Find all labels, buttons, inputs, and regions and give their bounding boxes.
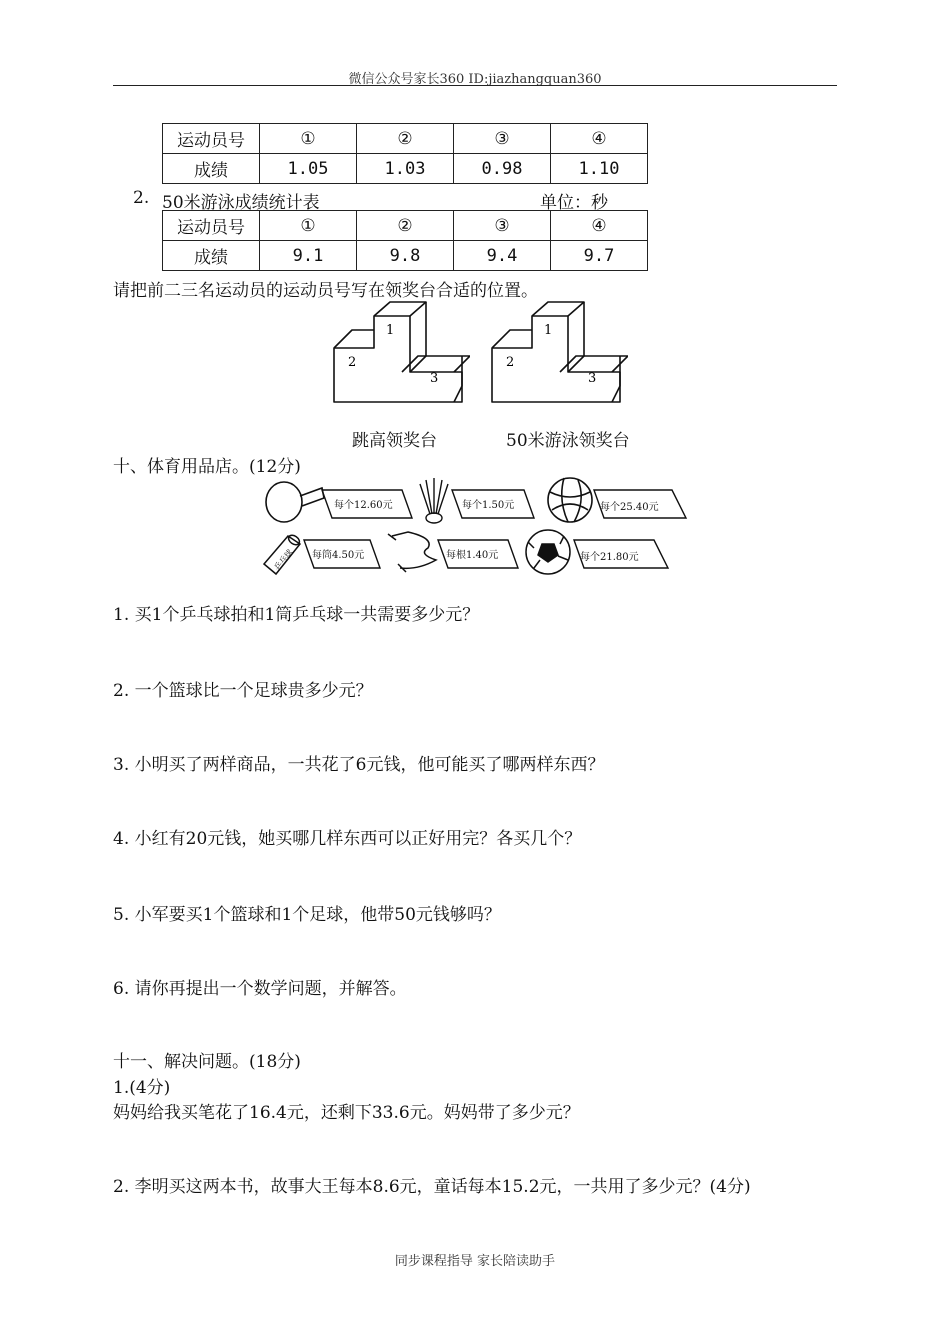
score-cell: 9.4	[454, 241, 551, 271]
price-label: 每个1.50元	[462, 500, 515, 511]
podium-place-label: 2	[348, 355, 357, 370]
podium-caption: 50米游泳领奖台	[506, 431, 630, 451]
section-title: 十、体育用品店。(12分)	[113, 457, 301, 477]
score-cell: 9.7	[551, 241, 648, 271]
athlete-number-cell: ④	[551, 211, 648, 241]
score-cell: 1.05	[260, 154, 357, 184]
podium-place-label: 2	[506, 355, 515, 370]
table-header-cell: 运动员号	[163, 124, 260, 154]
podium-place-label: 3	[588, 371, 597, 386]
athlete-number-cell: ③	[454, 211, 551, 241]
jump-rope-icon	[388, 532, 436, 572]
price-label: 每个25.40元	[600, 502, 659, 513]
score-cell: 9.8	[357, 241, 454, 271]
score-cell: 9.1	[260, 241, 357, 271]
score-cell: 0.98	[454, 154, 551, 184]
score-cell: 1.03	[357, 154, 454, 184]
athlete-number-cell: ①	[260, 211, 357, 241]
podium-place-label: 1	[386, 323, 395, 338]
question-item: 1. 买1个乒乓球拍和1筒乒乓球一共需要多少元？	[113, 605, 480, 625]
athlete-number-cell: ①	[260, 124, 357, 154]
score-cell: 1.10	[551, 154, 648, 184]
shuttlecock-icon	[420, 478, 448, 523]
podium-caption: 跳高领奖台	[352, 431, 437, 451]
price-label: 每个12.60元	[334, 500, 393, 511]
price-tag	[322, 490, 412, 518]
products-row-1	[262, 472, 692, 528]
question-item: 5. 小军要买1个篮球和1个足球，他带50元钱够吗？	[113, 905, 501, 925]
table-row	[163, 211, 648, 241]
price-label: 每筒4.50元	[312, 550, 365, 561]
ping-pong-paddle-icon	[266, 482, 324, 522]
athlete-number-cell: ③	[454, 124, 551, 154]
page-footer: 同步课程指导 家长陪读助手	[394, 1254, 556, 1269]
question-item: 妈妈给我买笔花了16.4元，还剩下33.6元。妈妈带了多少元？	[113, 1103, 580, 1123]
tube-label: 乒乓球	[272, 547, 295, 573]
price-label: 每根1.40元	[446, 550, 499, 561]
podium-place-label: 3	[430, 371, 439, 386]
soccer-ball-icon	[526, 530, 570, 574]
price-label: 每个21.80元	[580, 552, 639, 563]
question-item: 2. 一个篮球比一个足球贵多少元？	[113, 681, 373, 701]
table-row-label: 成绩	[163, 154, 260, 184]
header-rule	[113, 85, 837, 86]
ball-tube-icon	[264, 533, 301, 574]
table-unit: 单位：秒	[540, 193, 608, 213]
page-header: 微信公众号家长360 ID:jiazhangquan360	[348, 72, 602, 87]
question-item: 6. 请你再提出一个数学问题，并解答。	[113, 979, 407, 999]
question-item: 3. 小明买了两样商品，一共花了6元钱，他可能买了哪两样东西？	[113, 755, 605, 775]
swimming-score-table	[162, 210, 648, 271]
table-title: 50米游泳成绩统计表	[162, 193, 320, 213]
question-number: 2.	[133, 188, 150, 208]
athlete-number-cell: ②	[357, 124, 454, 154]
swimming-podium	[488, 300, 628, 408]
high-jump-score-table	[162, 123, 648, 184]
basketball-icon	[548, 478, 592, 522]
products-row-2	[258, 524, 678, 580]
podium-place-label: 1	[544, 323, 553, 338]
table-row	[163, 241, 648, 271]
table-row	[163, 154, 648, 184]
price-tag	[452, 490, 534, 518]
athlete-number-cell: ④	[551, 124, 648, 154]
question-item: 2. 李明买这两本书，故事大王每本8.6元，童话每本15.2元，一共用了多少元？(4分)	[113, 1177, 751, 1197]
high-jump-podium	[330, 300, 470, 408]
price-tag	[574, 540, 668, 568]
price-tag	[594, 490, 686, 518]
table-row	[163, 124, 648, 154]
price-tag	[438, 540, 518, 568]
podium-instruction: 请把前二三名运动员的运动员号写在领奖台合适的位置。	[113, 281, 538, 301]
question-number: 1.(4分)	[113, 1078, 171, 1098]
price-tag	[304, 540, 380, 568]
section-title: 十一、解决问题。(18分)	[113, 1052, 301, 1072]
question-item: 4. 小红有20元钱，她买哪几样东西可以正好用完？各买几个？	[113, 829, 582, 849]
table-header-cell: 运动员号	[163, 211, 260, 241]
table-row-label: 成绩	[163, 241, 260, 271]
athlete-number-cell: ②	[357, 211, 454, 241]
